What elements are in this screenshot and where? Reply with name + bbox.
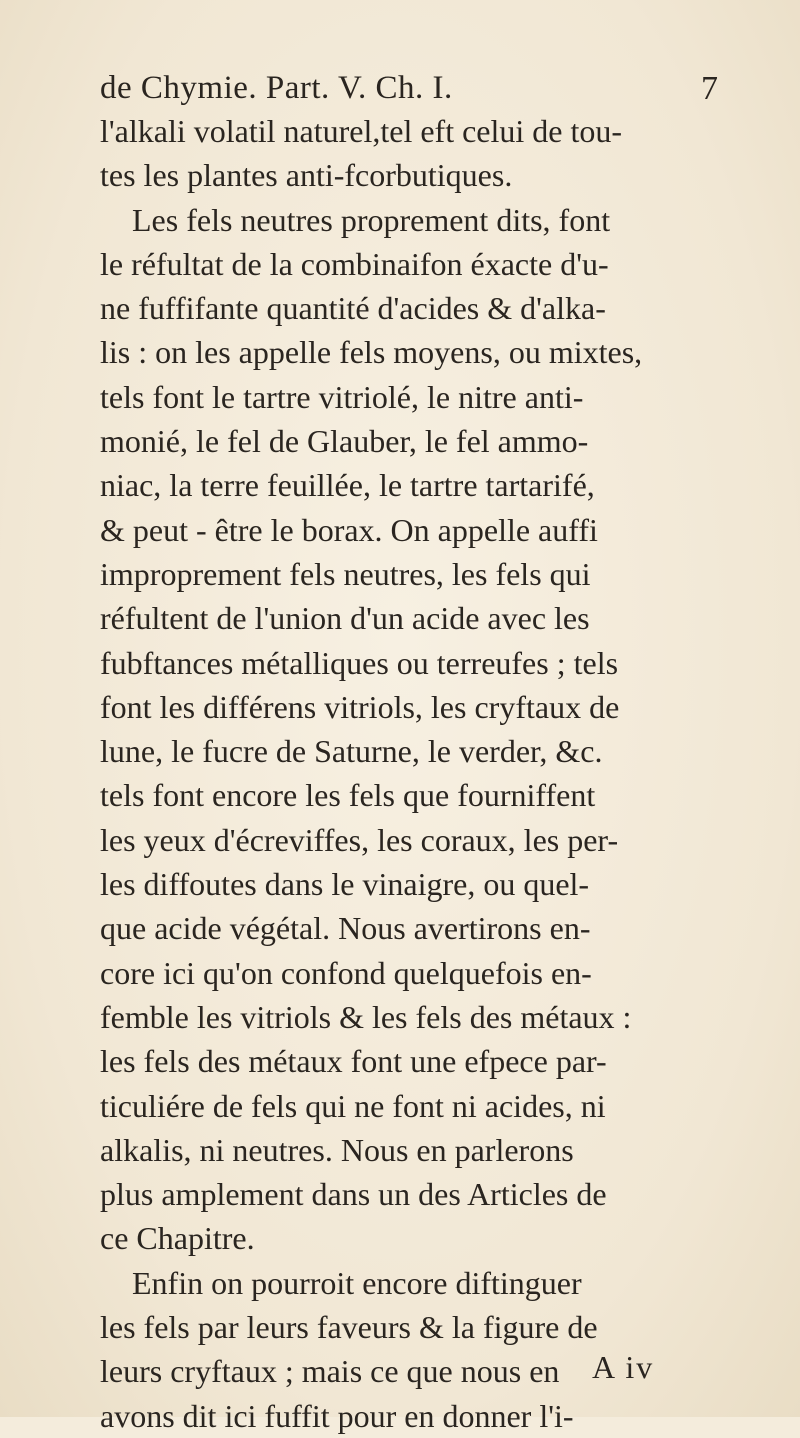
text-line: fubftances métalliques ou terreufes ; tels bbox=[100, 644, 619, 681]
text-line: font les différens vitriols, les cryftaux de bbox=[100, 688, 620, 725]
text-line: niac, la terre feuillée, le tartre tartarifé, bbox=[100, 467, 595, 504]
text-line: tels font le tartre vitriolé, le nitre anti- bbox=[100, 378, 584, 415]
text-line: plus amplement dans un des Articles de bbox=[100, 1176, 607, 1213]
text-line: Enfin on pourroit encore diftinguer bbox=[100, 1264, 582, 1301]
text-line: les diffoutes dans le vinaigre, ou quel- bbox=[100, 866, 590, 903]
text-line: que acide végétal. Nous avertirons en- bbox=[100, 910, 591, 947]
text-line: monié, le fel de Glauber, le fel ammo- bbox=[100, 423, 589, 460]
text-line: l'alkali volatil naturel,tel eft celui de tou- bbox=[100, 113, 623, 149]
text-line: les fels des métaux font une efpece par- bbox=[100, 1043, 607, 1080]
text-line: les yeux d'écreviffes, les coraux, les per- bbox=[100, 821, 619, 858]
text-line: lune, le fucre de Saturne, le verder, &c. bbox=[100, 733, 603, 770]
text-line: tels font encore les fels que fourniffent bbox=[100, 777, 596, 814]
text-line: les fels par leurs faveurs & la figure de bbox=[100, 1309, 598, 1346]
text-line: leurs cryftaux ; mais ce que nous en bbox=[100, 1353, 560, 1390]
text-line: avons dit ici fuffit pour en donner l'i- bbox=[100, 1397, 574, 1434]
text-line: réfultent de l'union d'un acide avec les bbox=[100, 600, 590, 637]
text-line: tes les plantes anti-fcorbutiques. bbox=[100, 157, 513, 194]
signature-mark: A iv bbox=[592, 1349, 655, 1385]
page-number: 7 bbox=[701, 70, 718, 107]
text-line: alkalis, ni neutres. Nous en parlerons bbox=[100, 1131, 574, 1168]
page-header bbox=[100, 70, 740, 114]
running-head: de Chymie. Part. V. Ch. I. bbox=[100, 70, 453, 106]
text-line: le réfultat de la combinaifon éxacte d'u- bbox=[100, 245, 609, 282]
text-line: femble les vitriols & les fels des métaux : bbox=[100, 998, 632, 1035]
text-line: ce Chapitre. bbox=[100, 1220, 255, 1257]
text-line: ne fuffifante quantité d'acides & d'alka- bbox=[100, 290, 606, 327]
text-line: core ici qu'on confond quelquefois en- bbox=[100, 954, 592, 991]
text-line: Les fels neutres proprement dits, font bbox=[100, 201, 611, 238]
text-line: improprement fels neutres, les fels qui bbox=[100, 555, 591, 592]
text-line: & peut - être le borax. On appelle auffi bbox=[100, 511, 598, 548]
text-line: lis : on les appelle fels moyens, ou mixtes, bbox=[100, 334, 643, 371]
body-text bbox=[100, 109, 715, 1438]
text-line: ticuliére de fels qui ne font ni acides, ni bbox=[100, 1087, 606, 1124]
